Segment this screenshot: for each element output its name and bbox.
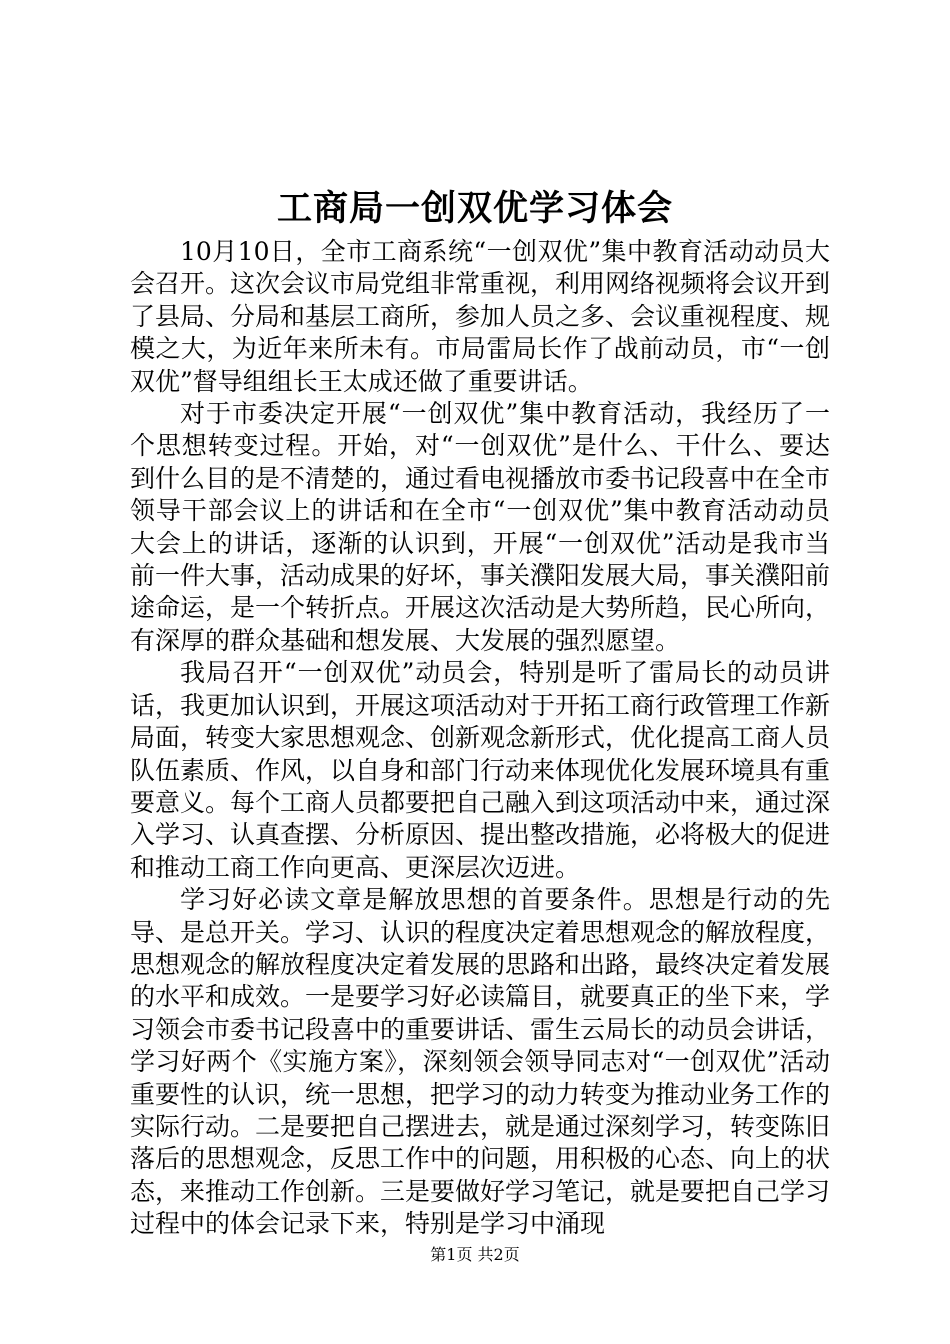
paragraph: 对于市委决定开展“一创双优”集中教育活动，我经历了一个思想转变过程。开始，对“一创双优”是什么、干什么、要达到什么目的是不清楚的，通过看电视播放市委书记段喜中在全市领导干部会议上的讲话和在全市“一创双优”集中教育活动动员大会上的讲话，逐渐的认识到，开展“一创双优”活动是我市当前一件大事，活动成果的好坏，事关濮阳发展大局，事关濮阳前途命运，是一个转折点。开展这次活动是大势所趋，民心所向，有深厚的群众基础和想发展、大发展的强烈愿望。: [130, 399, 831, 655]
paragraph: 学习好必读文章是解放思想的首要条件。思想是行动的先导、是总开关。学习、认识的程度决定着思想观念的解放程度，思想观念的解放程度决定着发展的思路和出路，最终决定着发展的水平和成效。一是要学习好必读篇目，就要真正的坐下来，学习领会市委书记段喜中的重要讲话、雷生云局长的动员会讲话，学习好两个《实施方案》，深刻领会领导同志对“一创双优”活动重要性的认识，统一思想，把学习的动力转变为推动业务工作的实际行动。二是要把自己摆进去，就是通过深刻学习，转变陈旧落后的思想观念，反思工作中的问题，用积极的心态、向上的状态，来推动工作创新。三是要做好学习笔记，就是要把自己学习过程中的体会记录下来，特别是学习中涌现: [130, 885, 831, 1239]
document-body: [130, 236, 830, 1241]
paragraph: 我局召开“一创双优”动员会，特别是听了雷局长的动员讲话，我更加认识到，开展这项活动对于开拓工商行政管理工作新局面，转变大家思想观念、创新观念新形式，优化提高工商人员队伍素质、作风，以自身和部门行动来体现优化发展环境具有重要意义。每个工商人员都要把自己融入到这项活动中来，通过深入学习、认真查摆、分析原因、提出整改措施，必将极大的促进和推动工商工作向更高、更深层次迈进。: [130, 658, 831, 882]
document-title: 工商局一创双优学习体会: [276, 188, 673, 229]
paragraph: 10月10日，全市工商系统“一创双优”集中教育活动动员大会召开。这次会议市局党组非常重视，利用网络视频将会议开到了县局、分局和基层工商所，参加人员之多、会议重视程度、规模之大，为近年来所未有。市局雷局长作了战前动员，市“一创双优”督导组组长王太成还做了重要讲话。: [130, 237, 831, 396]
page-number-footer: 第1页 共2页: [430, 1245, 520, 1264]
